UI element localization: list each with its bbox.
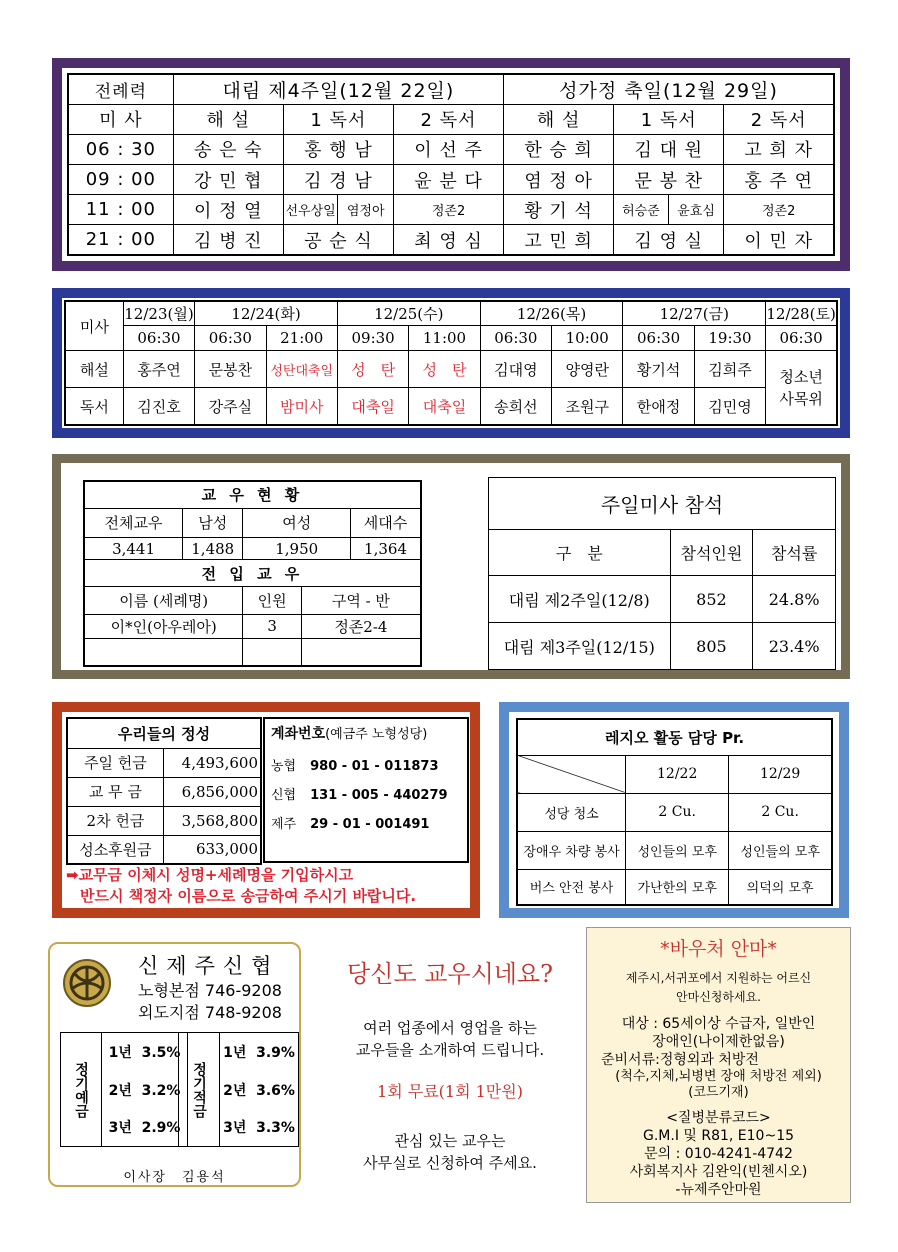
commentator: 한 승 희 bbox=[504, 134, 614, 164]
account-title bbox=[271, 723, 461, 743]
day-header: 12/25(수) bbox=[337, 301, 480, 326]
bank-name: 제주 bbox=[271, 817, 297, 832]
parishioner-status-table bbox=[83, 480, 422, 667]
new-district: 정존2-4 bbox=[301, 614, 421, 639]
empty-cell bbox=[84, 639, 243, 666]
commentator: 강 민 협 bbox=[173, 164, 283, 194]
attendance-header: 참석인원 bbox=[670, 530, 753, 576]
weekday-schedule-inner bbox=[62, 298, 840, 428]
credit-union-name: 신제주신협 bbox=[138, 954, 280, 978]
legio-row bbox=[517, 869, 832, 905]
offering-row bbox=[67, 748, 261, 777]
mass-label: 미사 bbox=[65, 301, 123, 351]
role-header: 해 설 bbox=[173, 104, 283, 134]
advent-sunday-title: 대림 제4주일(12월 22일) bbox=[173, 74, 503, 104]
schedule-row bbox=[68, 164, 834, 194]
voucher-org: -뉴제주안마원 bbox=[675, 1182, 762, 1198]
role-header: 1 독서 bbox=[283, 104, 393, 134]
new-header: 구역 - 반 bbox=[301, 587, 421, 614]
first-reader: 홍 행 남 bbox=[283, 134, 393, 164]
liturgical-calendar-label: 전례력 bbox=[68, 74, 173, 104]
male-count: 1,488 bbox=[183, 537, 243, 560]
christmas-note: 대축일 bbox=[337, 388, 408, 425]
offering-amount: 4,493,600 bbox=[163, 748, 261, 777]
rate-value: 3.3% bbox=[256, 1120, 295, 1137]
commentator: 문봉찬 bbox=[195, 351, 266, 388]
duty-assignee: 성인들의 모후 bbox=[626, 831, 729, 869]
voucher-docs: 준비서류:정형외과 처방전 bbox=[601, 1052, 759, 1068]
mass-time: 10:00 bbox=[552, 326, 623, 351]
voucher-massage-ad bbox=[586, 927, 851, 1203]
offering-amount: 6,856,000 bbox=[163, 777, 261, 806]
attendance-label: 대림 제2주일(12/8) bbox=[489, 576, 671, 623]
voucher-phone: 문의 : 010-4241-4742 bbox=[644, 1146, 793, 1162]
day-header: 12/26(목) bbox=[480, 301, 623, 326]
schedule-row bbox=[68, 134, 834, 164]
offerings-table bbox=[66, 717, 262, 865]
duty-label: 버스 안전 봉사 bbox=[517, 869, 626, 905]
role-header: 2 독서 bbox=[393, 104, 503, 134]
voucher-codes: G.M.I 및 R81, E10~15 bbox=[642, 1128, 795, 1144]
duty-label: 성당 청소 bbox=[517, 793, 626, 831]
savings-rates-table bbox=[178, 1032, 299, 1147]
rate-term: 3년 bbox=[223, 1120, 247, 1137]
voucher-intro-line: 제주시,서귀포에서 지원하는 어르신 bbox=[625, 971, 812, 985]
voucher-docs-note bbox=[587, 1069, 850, 1101]
mass-time: 06:30 bbox=[623, 326, 694, 351]
legio-date: 12/22 bbox=[626, 755, 729, 793]
rate-term: 2년 bbox=[108, 1082, 132, 1099]
first-reader: 김 대 원 bbox=[614, 134, 724, 164]
reader: 김민영 bbox=[694, 388, 765, 425]
empty-cell bbox=[301, 639, 421, 666]
total-count: 3,441 bbox=[84, 537, 183, 560]
business-apply bbox=[318, 1130, 582, 1174]
duty-label: 장애우 차량 봉사 bbox=[517, 831, 626, 869]
second-reader: 고 희 자 bbox=[724, 134, 834, 164]
duty-assignee: 성인들의 모후 bbox=[729, 831, 832, 869]
duty-assignee: 2 Cu. bbox=[729, 793, 832, 831]
attendance-header: 참석률 bbox=[753, 530, 836, 576]
credit-union-logo-icon bbox=[62, 958, 112, 1008]
mass-label: 미 사 bbox=[68, 104, 173, 134]
rate-cell bbox=[102, 1109, 188, 1147]
commentator: 송 은 숙 bbox=[173, 134, 283, 164]
sunday-schedule-frame bbox=[52, 58, 850, 271]
mass-time: 21 : 00 bbox=[68, 225, 173, 255]
offering-row bbox=[67, 806, 261, 835]
rate-cell bbox=[220, 1109, 299, 1147]
diagonal-cell bbox=[517, 755, 626, 793]
business-price: 1회 무료(1회 1만원) bbox=[377, 1082, 523, 1101]
mass-time: 06:30 bbox=[766, 326, 837, 351]
sunday-schedule-table bbox=[67, 73, 835, 256]
attendance-row bbox=[489, 623, 836, 670]
attendance-count: 805 bbox=[670, 623, 753, 670]
new-count: 3 bbox=[243, 614, 301, 639]
deposit-label: 정기예금 bbox=[61, 1033, 102, 1147]
reader: 송희선 bbox=[480, 388, 551, 425]
commentator: 고 민 희 bbox=[504, 225, 614, 255]
new-header: 이름 (세례명) bbox=[84, 587, 243, 614]
day-header: 12/24(화) bbox=[195, 301, 338, 326]
rate-value: 3.6% bbox=[256, 1082, 295, 1099]
rate-cell bbox=[220, 1071, 299, 1109]
mass-time: 06 : 30 bbox=[68, 134, 173, 164]
holy-family-title: 성가정 축일(12월 29일) bbox=[504, 74, 834, 104]
duty-assignee: 가난한의 모후 bbox=[626, 869, 729, 905]
chairman: 이사장 김용석 bbox=[123, 1170, 226, 1185]
attendance-header: 구 분 bbox=[489, 530, 671, 576]
account-number: 980 - 01 - 011873 bbox=[310, 759, 439, 774]
duty-assignee: 의덕의 모후 bbox=[729, 869, 832, 905]
legio-frame bbox=[499, 702, 849, 918]
legio-row bbox=[517, 793, 832, 831]
new-header: 인원 bbox=[243, 587, 301, 614]
role-header: 1 독서 bbox=[614, 104, 724, 134]
christmas-mass-note: 성탄대축일 bbox=[266, 351, 337, 388]
commentator: 염 정 아 bbox=[504, 164, 614, 194]
bank-name: 농협 bbox=[271, 759, 297, 774]
commentator: 홍주연 bbox=[123, 351, 194, 388]
account-title-text: 계좌번호 bbox=[271, 726, 326, 742]
rate-term: 3년 bbox=[108, 1120, 132, 1137]
attendance-title: 주일미사 참석 bbox=[489, 478, 836, 530]
day-header: 12/27(금) bbox=[623, 301, 766, 326]
account-row bbox=[271, 755, 461, 774]
voucher-docs-code: (코드기재) bbox=[688, 1085, 749, 1100]
bank-accounts bbox=[263, 717, 469, 863]
saturday-assignment bbox=[766, 351, 837, 425]
commentator: 김대영 bbox=[480, 351, 551, 388]
legio-title: 레지오 활동 담당 Pr. bbox=[517, 719, 832, 755]
role-header: 해 설 bbox=[504, 104, 614, 134]
mass-time: 09:30 bbox=[337, 326, 408, 351]
attendance-row bbox=[489, 576, 836, 623]
business-apply-line: 사무실로 신청하여 주세요. bbox=[363, 1154, 537, 1172]
mass-time: 06:30 bbox=[480, 326, 551, 351]
attendance-label: 대림 제3주일(12/15) bbox=[489, 623, 671, 670]
first-reader: 염정아 bbox=[338, 195, 394, 225]
offerings-inner bbox=[62, 712, 470, 908]
empty-cell bbox=[243, 639, 301, 666]
legio-row bbox=[517, 831, 832, 869]
first-reader: 허승준 bbox=[614, 195, 669, 225]
first-reader: 선우상일 bbox=[283, 195, 338, 225]
new-parishioner-title: 전 입 교 우 bbox=[84, 560, 421, 587]
account-row bbox=[271, 813, 461, 832]
account-owner: (예금주 노형성당) bbox=[325, 727, 428, 742]
mass-time: 19:30 bbox=[694, 326, 765, 351]
account-number: 131 - 005 - 440279 bbox=[310, 788, 448, 803]
voucher-title: *바우처 안마* bbox=[660, 938, 777, 960]
bank-name: 신협 bbox=[271, 788, 297, 803]
mass-time: 06:30 bbox=[195, 326, 266, 351]
voucher-target-line: 대상 : 65세이상 수급자, 일반인 bbox=[621, 1016, 816, 1032]
offering-amount: 3,568,800 bbox=[163, 806, 261, 835]
role-header: 2 독서 bbox=[724, 104, 834, 134]
transfer-notice bbox=[66, 865, 476, 907]
offering-label: 교 무 금 bbox=[67, 777, 163, 806]
legio-table bbox=[516, 718, 833, 906]
business-intro bbox=[318, 954, 582, 1192]
status-header: 전체교우 bbox=[84, 508, 183, 537]
reading-label: 독서 bbox=[65, 388, 123, 425]
account-number: 29 - 01 - 001491 bbox=[310, 817, 430, 832]
stats-inner bbox=[61, 463, 841, 670]
offerings-title: 우리들의 정성 bbox=[67, 718, 261, 748]
second-reader: 정존2 bbox=[393, 195, 503, 225]
first-reader: 문 봉 찬 bbox=[614, 164, 724, 194]
second-reader: 정존2 bbox=[724, 195, 834, 225]
rate-term: 1년 bbox=[108, 1044, 132, 1061]
rate-cell bbox=[220, 1033, 299, 1071]
second-reader: 윤 분 다 bbox=[393, 164, 503, 194]
second-reader: 이 민 자 bbox=[724, 225, 834, 255]
voucher-target bbox=[587, 1015, 850, 1069]
parishioner-status-title: 교 우 현 황 bbox=[84, 481, 421, 508]
offering-row bbox=[67, 777, 261, 806]
commentator: 황 기 석 bbox=[504, 195, 614, 225]
day-header: 12/23(월) bbox=[123, 301, 194, 326]
offering-label: 성소후원금 bbox=[67, 835, 163, 864]
christmas-note: 대축일 bbox=[409, 388, 480, 425]
reader: 강주실 bbox=[195, 388, 266, 425]
saturday-assignment-line: 청소년 bbox=[779, 367, 823, 386]
schedule-row bbox=[68, 225, 834, 255]
rate-value: 3.9% bbox=[256, 1044, 295, 1061]
voucher-intro bbox=[587, 969, 850, 1007]
rate-cell bbox=[102, 1071, 188, 1109]
day-header: 12/28(토) bbox=[766, 301, 837, 326]
christmas-mass-note: 밤미사 bbox=[266, 388, 337, 425]
voucher-intro-line: 안마신청하세요. bbox=[676, 990, 761, 1004]
reader: 한애정 bbox=[623, 388, 694, 425]
business-desc-line: 여러 업종에서 영업을 하는 bbox=[363, 1019, 537, 1037]
business-desc-line: 교우들을 소개하여 드립니다. bbox=[355, 1041, 545, 1059]
sub-branch: 외도지점 748-9208 bbox=[138, 1003, 282, 1022]
second-reader: 이 선 주 bbox=[393, 134, 503, 164]
attendance-rate: 23.4% bbox=[753, 623, 836, 670]
mass-time: 11:00 bbox=[409, 326, 480, 351]
savings-label: 정기적금 bbox=[179, 1033, 220, 1147]
notice-line: 반드시 책정자 이름으로 송금하여 주시기 바랍니다. bbox=[80, 887, 417, 905]
mass-time: 06:30 bbox=[123, 326, 194, 351]
offering-label: 2차 헌금 bbox=[67, 806, 163, 835]
commentator: 양영란 bbox=[552, 351, 623, 388]
commentator: 황기석 bbox=[623, 351, 694, 388]
first-reader: 공 순 식 bbox=[283, 225, 393, 255]
weekday-schedule-table bbox=[64, 300, 838, 426]
rate-value: 3.2% bbox=[141, 1082, 181, 1099]
attendance-table bbox=[488, 477, 836, 670]
attendance-rate: 24.8% bbox=[753, 576, 836, 623]
commentary-label: 해설 bbox=[65, 351, 123, 388]
status-header: 남성 bbox=[183, 508, 243, 537]
christmas-note: 성 탄 bbox=[337, 351, 408, 388]
commentator: 이 정 열 bbox=[173, 195, 283, 225]
weekday-schedule-frame bbox=[52, 288, 850, 438]
business-desc bbox=[318, 1017, 582, 1061]
offering-row bbox=[67, 835, 261, 864]
offering-amount: 633,000 bbox=[163, 835, 261, 864]
sunday-schedule-inner bbox=[62, 68, 840, 261]
schedule-row bbox=[68, 195, 834, 225]
rate-term: 1년 bbox=[223, 1044, 247, 1061]
voucher-code-title: <질병분류코드> bbox=[666, 1110, 771, 1126]
business-apply-line: 관심 있는 교우는 bbox=[394, 1132, 506, 1150]
credit-union-ad bbox=[48, 942, 301, 1187]
mass-time: 09 : 00 bbox=[68, 164, 173, 194]
deposit-rates-table bbox=[60, 1032, 188, 1147]
attendance-count: 852 bbox=[670, 576, 753, 623]
voucher-target-line: 장애인(나이제한없음) bbox=[652, 1034, 785, 1050]
notice-line: ➡교무금 이체시 성명+세례명을 기입하시고 bbox=[66, 866, 354, 884]
reader: 김진호 bbox=[123, 388, 194, 425]
stats-frame bbox=[52, 454, 850, 679]
voucher-contact bbox=[587, 1109, 850, 1199]
commentator: 김 병 진 bbox=[173, 225, 283, 255]
household-count: 1,364 bbox=[351, 537, 421, 560]
second-reader: 최 영 심 bbox=[393, 225, 503, 255]
rate-value: 3.5% bbox=[141, 1044, 181, 1061]
rate-value: 2.9% bbox=[141, 1120, 181, 1137]
main-branch: 노형본점 746-9208 bbox=[138, 981, 282, 1000]
christmas-note: 성 탄 bbox=[409, 351, 480, 388]
commentator: 김희주 bbox=[694, 351, 765, 388]
status-header: 세대수 bbox=[351, 508, 421, 537]
status-header: 여성 bbox=[243, 508, 351, 537]
duty-assignee: 2 Cu. bbox=[626, 793, 729, 831]
reader: 조원구 bbox=[552, 388, 623, 425]
rate-cell bbox=[102, 1033, 188, 1071]
female-count: 1,950 bbox=[243, 537, 351, 560]
second-reader: 홍 주 연 bbox=[724, 164, 834, 194]
business-headline: 당신도 교우시네요? bbox=[347, 960, 553, 988]
new-name: 이*인(아우레아) bbox=[84, 614, 243, 639]
mass-time: 21:00 bbox=[266, 326, 337, 351]
saturday-assignment-line: 사목위 bbox=[779, 389, 823, 408]
first-reader: 윤효심 bbox=[668, 195, 724, 225]
offerings-frame bbox=[52, 702, 480, 918]
voucher-person: 사회복지사 김완익(빈첸시오) bbox=[629, 1164, 808, 1180]
legio-inner bbox=[509, 712, 839, 908]
rate-term: 2년 bbox=[223, 1082, 247, 1099]
voucher-docs-note-line: (척수,지체,뇌병변 장애 처방전 제외) bbox=[615, 1069, 822, 1084]
first-reader: 김 영 실 bbox=[614, 225, 724, 255]
mass-time: 11 : 00 bbox=[68, 195, 173, 225]
account-row bbox=[271, 784, 461, 803]
offering-label: 주일 헌금 bbox=[67, 748, 163, 777]
first-reader: 김 경 남 bbox=[283, 164, 393, 194]
legio-date: 12/29 bbox=[729, 755, 832, 793]
